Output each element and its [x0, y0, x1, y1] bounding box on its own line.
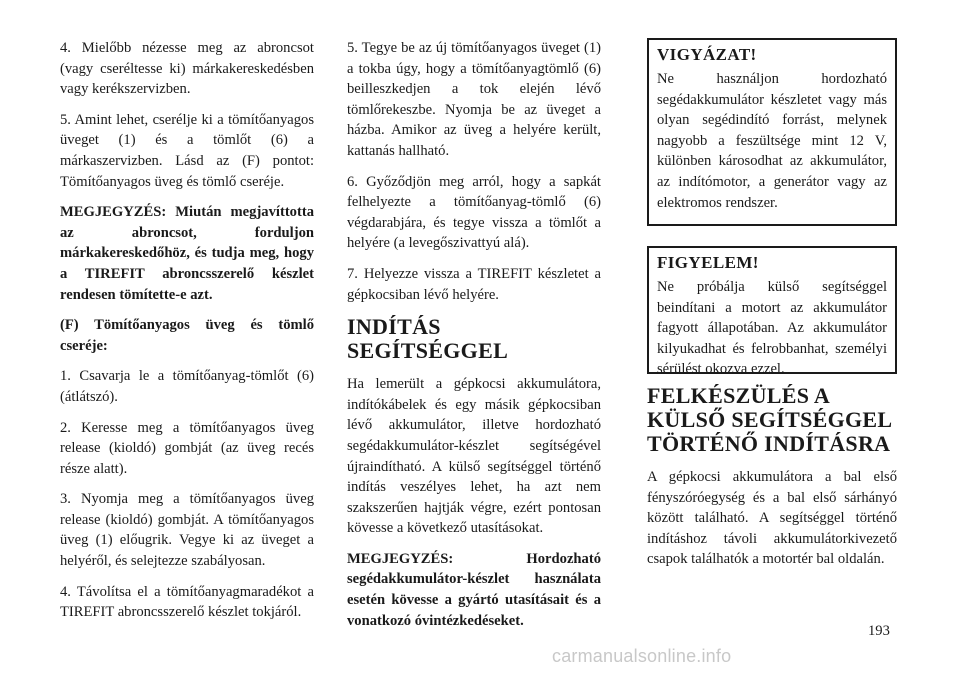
paragraph-f3: 3. Nyomja meg a tömítőanyagos üveg release (kioldó) gombját. A tömítőanyagos üveg (1) előugrik. Vegye ki az üveget a helyéről, és selejtezze szabályosan.: [60, 491, 314, 570]
paragraph-step5: 5. Amint lehet, cserélje ki a tömítőanyagos üveget (1) és a tömlőt (6) a márkaszervizben. Lásd az (F) pontot: Tömítőanyagos üveg és tömlő cseréje.: [60, 111, 314, 190]
paragraph-step4: 4. Mielőbb nézesse meg az abroncsot (vagy cseréltesse ki) márkakereskedésben vagy kerékszervizben.: [60, 40, 314, 98]
note-repair: MEGJEGYZÉS: Miután megjavíttotta az abroncsot, forduljon márkakereskedőhöz, és tudja meg, hogy a TIREFIT abroncsszerelő készlet rendesen tömítette-e azt.: [60, 204, 314, 303]
paragraph-f5: 5. Tegye be az új tömítőanyagos üveget (1) a tokba úgy, hogy a tömítőanyagtömlő (6) beilleszkedjen a tok elején lévő tömlőrekeszbe. Nyomja be az üveget a házba. Amikor az üveg a helyére került, kattanás hallható.: [347, 40, 601, 159]
paragraph-jump-start-intro: Ha lemerült a gépkocsi akkumulátora, indítókábelek és egy másik gépkocsiban lévő akkumulátor, illetve hordozható segédakkumulátor-készlet segítségével újraindítható. A külső segítséggel történő indítás veszélyes lehet, ha azt nem szakszerűen hajtják végre, ezért pontosan kövesse a következő utasításokat.: [347, 376, 601, 537]
paragraph-f2: 2. Keresse meg a tömítőanyagos üveg release (kioldó) gombját (az üveg recés része alatt).: [60, 419, 314, 477]
column-middle: [347, 38, 601, 641]
column-left: [60, 38, 314, 633]
warning-text: Ne próbálja külső segítséggel beindítani a motort az akkumulátor fagyott állapotában. Az akkumulátor kilyukadhat és felrobbanhat, személyi sérülést okozva ezzel.: [657, 279, 887, 378]
caution-box: [647, 38, 897, 226]
caution-title: VIGYÁZAT!: [657, 45, 757, 64]
note-portable-booster: MEGJEGYZÉS: Hordozható segédakkumulátor-készlet használata esetén kövesse a gyártó utasításait és a vonatkozó óvintézkedéseket.: [347, 550, 601, 629]
heading-jump-start: INDÍTÁS SEGÍTSÉGGEL: [347, 314, 509, 364]
heading-preparation: FELKÉSZÜLÉS A KÜLSŐ SEGÍTSÉGGEL TÖRTÉNŐ INDÍTÁSRA: [647, 383, 892, 456]
paragraph-f6: 6. Győződjön meg arról, hogy a sapkát felhelyezte a tömítőanyag-tömlő (6) végdarabjára, és tegye vissza a tömlőt a helyére (a levegőszivattyú alá).: [347, 173, 601, 252]
paragraph-f1: 1. Csavarja le a tömítőanyag-tömlőt (6) (átlátszó).: [60, 368, 314, 405]
column-right: [647, 38, 897, 580]
caution-text: Ne használjon hordozható segédakkumulátor készletet vagy más olyan segédindító forrást, melynek nagyobb a feszültsége mint 12 V, különben károsodhat az akkumulátor, az indítómotor, a generátor vagy az elektromos rendszer.: [657, 71, 887, 211]
warning-box: [647, 246, 897, 378]
warning-title: FIGYELEM!: [657, 253, 759, 272]
page-number: 193: [868, 623, 890, 639]
paragraph-f7: 7. Helyezze vissza a TIREFIT készletet a gépkocsiban lévő helyére.: [347, 265, 601, 303]
section-heading-f: (F) Tömítőanyagos üveg és tömlő cseréje:: [60, 317, 314, 354]
watermark: carmanualsonline.info: [552, 646, 732, 666]
paragraph-battery-location: A gépkocsi akkumulátora a bal első fényszóróegység és a bal első sárhányó között található. A segítséggel történő indításhoz távoli akkumulátorkivezető csapok találhatók a motortér bal oldalán.: [647, 469, 897, 568]
paragraph-f4: 4. Távolítsa el a tömítőanyagmaradékot a TIREFIT abroncsszerelő készlet tokjáról.: [60, 583, 314, 621]
